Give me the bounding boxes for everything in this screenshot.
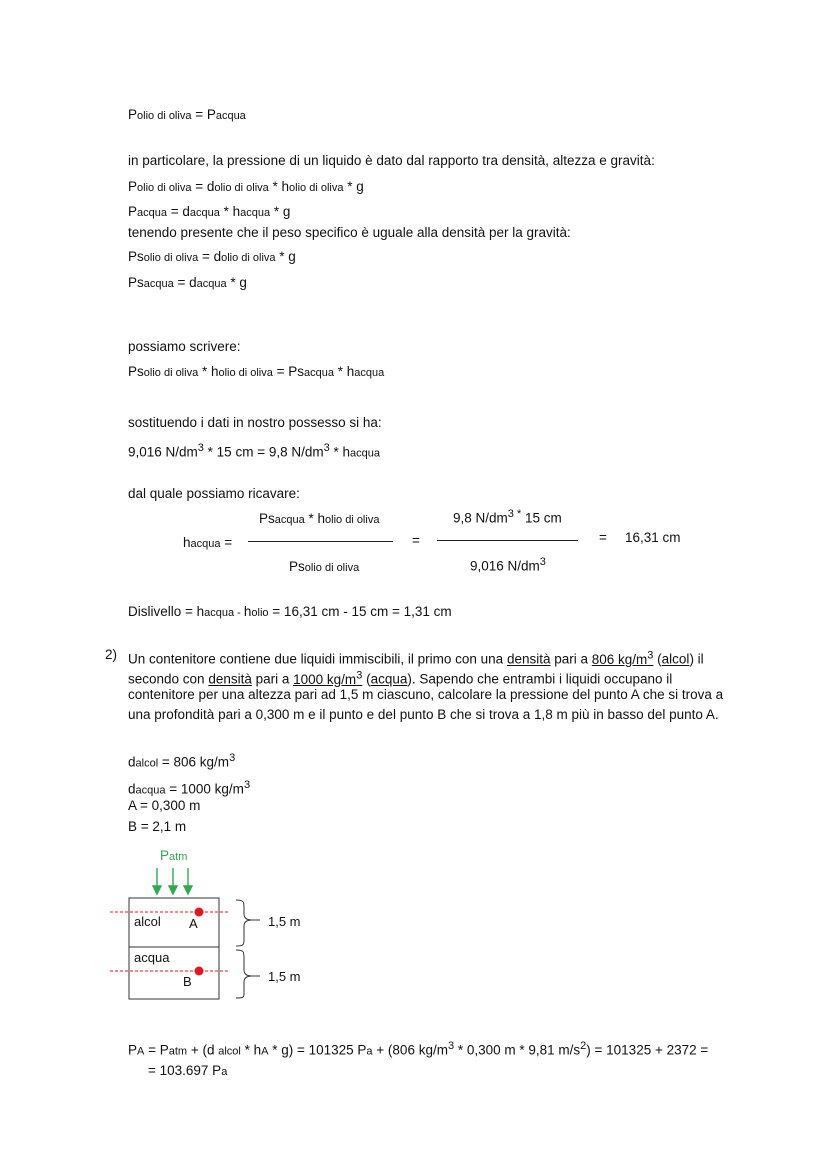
problem-text: Un contenitore contiene due liquidi immiscibili, il primo con una [128, 651, 507, 667]
eq-text: d [128, 754, 136, 770]
point-b-label: B [183, 974, 192, 989]
eq-text: * h [219, 204, 241, 219]
fraction-equals-2: = [599, 530, 607, 545]
equation-oil-specific-weight [128, 248, 296, 267]
brace-top-icon [236, 900, 252, 946]
eq-sub: acqua [190, 538, 221, 550]
eq-text: 9,8 N/dm [453, 510, 508, 526]
note-text: tenendo presente che il peso specifico è uguale alla densità per la gravità: [128, 225, 571, 240]
eq-text: = d [167, 204, 190, 219]
eq-sub: atm [169, 851, 188, 863]
eq-sup: 3 [197, 442, 204, 454]
eq-text: h [183, 535, 191, 550]
eq-text: ) = 101325 + 2372 = [586, 1042, 709, 1058]
problem-text: pari a [550, 651, 592, 667]
equation-pressure-equal [128, 106, 246, 125]
eq-text: Ps [259, 511, 275, 526]
height-label-top: 1,5 m [268, 914, 301, 929]
eq-text: * g [343, 179, 364, 194]
eq-sub: olio di oliva [137, 110, 192, 122]
eq-sub: olio di oliva [143, 367, 199, 379]
eq-sub: acqua [196, 278, 227, 290]
eq-sub: acqua [215, 110, 246, 122]
eq-sup: 3 [356, 669, 363, 681]
problem-underlined [591, 649, 654, 667]
eq-text: P [128, 179, 138, 194]
eq-sub: alcol [218, 1045, 241, 1058]
eq-text: 9,016 N/dm [470, 558, 540, 574]
problem-text: ( [653, 651, 662, 667]
eq-text: 15 cm [521, 510, 562, 526]
fraction1-numerator [259, 510, 379, 529]
eq-text: * h [268, 179, 290, 194]
problem-number: 2) [105, 647, 118, 662]
eq-sub: acqua [274, 514, 305, 526]
eq-text: * h [240, 1042, 262, 1058]
eq-sup: 3 * [507, 508, 522, 520]
eq-sub: acqua [135, 784, 166, 797]
eq-sub: olio di oliva [137, 182, 192, 194]
eq-sub: acqua [304, 367, 334, 379]
problem-text: pari a [251, 671, 294, 687]
eq-sub: olio di oliva [304, 562, 360, 574]
eq-text: * 15 cm = 9,8 N/dm [203, 444, 324, 460]
fraction-lhs [183, 534, 232, 553]
problem-underlined: densità [506, 651, 551, 667]
eq-text: + (806 kg/m [372, 1042, 448, 1058]
derive-text: dal quale possiamo ricavare: [128, 486, 300, 501]
substitution-text: sostituendo i dati in nostro possesso si ha: [128, 415, 382, 430]
problem-underlined [293, 669, 363, 687]
eq-sup: 3 [243, 779, 251, 791]
final-equation-line-2 [148, 1062, 227, 1081]
problem-underlined: acqua [370, 671, 408, 687]
eq-sub: acqua [240, 207, 271, 219]
fraction-equals-1: = [412, 533, 420, 548]
eq-text: = P [144, 1042, 169, 1058]
eq-text: d [128, 781, 136, 797]
eq-text: * g [226, 275, 247, 290]
intro-text: in particolare, la pressione di un liquido è dato dal rapporto tra densità, altezza e gravità: [128, 153, 655, 168]
eq-sub: olio di oliva [214, 182, 269, 194]
arrow-head-icon [153, 886, 161, 894]
eq-text: Ps [128, 249, 144, 264]
eq-sub: acqua [354, 367, 385, 379]
eq-text: * 0,300 m * 9,81 m/s [454, 1042, 581, 1058]
problem-text: ). Sapendo che entrambi i liquidi occupano il [407, 671, 673, 687]
eq-sub: acqua - [204, 607, 244, 619]
eq-sup: 3 [323, 442, 330, 454]
fraction1-bar [248, 541, 393, 542]
eq-sup: 3 [229, 752, 236, 764]
eq-text: + (d [187, 1042, 219, 1058]
equation-balance [128, 363, 384, 382]
eq-text: * h [329, 444, 350, 460]
eq-sub: alcol [135, 757, 159, 770]
eq-text: P [128, 1042, 138, 1058]
eq-sub: acqua [189, 207, 220, 219]
eq-sub: a [221, 1066, 228, 1078]
eq-text: = 806 kg/m [158, 754, 230, 770]
fraction2-bar [437, 540, 578, 541]
eq-text: = 16,31 cm - 15 cm = 1,31 cm [268, 604, 452, 619]
eq-text: Ps [289, 559, 305, 574]
point-b-marker [195, 967, 204, 976]
arrow-head-icon [184, 886, 192, 894]
eq-text: P [160, 848, 170, 863]
eq-text: P [128, 107, 138, 122]
eq-text: * g [275, 249, 296, 264]
eq-sub: olio di oliva [143, 252, 199, 264]
eq-sub: acqua [350, 447, 380, 460]
arrow-head-icon [169, 886, 177, 894]
eq-text: * h [304, 511, 326, 526]
alcol-label: alcol [134, 914, 161, 929]
eq-sup: 2 [580, 1040, 587, 1052]
height-label-bottom: 1,5 m [268, 969, 301, 984]
eq-text: * h [198, 364, 219, 379]
eq-text: = P [191, 107, 216, 122]
eq-text: Ps [128, 275, 144, 290]
fraction2-denominator [470, 553, 546, 576]
eq-text: = Ps [272, 364, 305, 379]
eq-text: P [128, 204, 138, 219]
eq-sup: 3 [539, 556, 546, 568]
problem-line-3: contenitore per una altezza pari ad 1,5 m ciascuno, calcolare la pressione del punto A che si trova a [128, 687, 724, 702]
problem-text: 806 kg/m [591, 651, 648, 667]
eq-sub: olio di oliva [325, 514, 380, 526]
acqua-label: acqua [134, 950, 170, 965]
problem-text: secondo con [128, 671, 209, 687]
fraction1-denominator [289, 558, 359, 577]
fraction-result: 16,31 cm [625, 530, 681, 545]
data-depth-a: A = 0,300 m [128, 798, 201, 813]
problem-line-4: una profondità pari a 0,300 m e il punto e del punto B che si trova a 1,8 m più in basso del punto A. [128, 707, 719, 722]
eq-text: = [220, 535, 233, 550]
eq-sub: olio [251, 607, 269, 619]
problem-underlined: densità [208, 671, 252, 687]
eq-text: 9,016 N/dm [128, 444, 198, 460]
eq-text: Dislivello = h [128, 604, 205, 619]
problem-underlined: alcol [661, 651, 690, 667]
eq-text: * g [270, 204, 291, 219]
equation-water-pressure [128, 203, 290, 222]
problem-text: ( [362, 671, 371, 687]
eq-sub: olio di oliva [289, 182, 344, 194]
pressure-arrows [153, 868, 192, 894]
eq-sub: a [366, 1045, 373, 1058]
eq-text: * h [334, 364, 355, 379]
eq-text: = 1000 kg/m [165, 781, 244, 797]
eq-sub: acqua [137, 207, 167, 219]
eq-text: = d [191, 179, 215, 194]
eq-text: = d [198, 249, 222, 264]
problem-text: ) il [689, 651, 704, 667]
equation-water-specific-weight [128, 274, 247, 293]
eq-sub: A [137, 1045, 145, 1058]
eq-text: h [243, 604, 252, 619]
eq-text: Ps [128, 364, 144, 379]
eq-sub: acqua [143, 278, 174, 290]
point-a-label: A [189, 916, 198, 931]
eq-sub: atm [168, 1045, 188, 1058]
equation-substituted [128, 439, 380, 463]
write-text: possiamo scrivere: [128, 339, 241, 354]
eq-text: = d [173, 275, 197, 290]
data-density-alcol [128, 749, 235, 773]
data-density-acqua [128, 776, 250, 800]
eq-sup: 3 [447, 1040, 455, 1052]
eq-sub: olio di oliva [221, 252, 276, 264]
eq-text: * g) = 101325 P [268, 1042, 367, 1058]
eq-text: = 103.697 P [148, 1063, 222, 1078]
brace-bottom-icon [236, 950, 252, 998]
problem-text: 1000 kg/m [293, 671, 357, 687]
eq-sup: 3 [647, 649, 654, 661]
data-depth-b: B = 2,1 m [128, 819, 187, 834]
eq-sub: A [261, 1045, 269, 1058]
final-equation-line-1 [128, 1037, 708, 1061]
eq-sub: olio di oliva [218, 367, 273, 379]
fraction2-numerator [453, 505, 562, 528]
patm-label [160, 847, 187, 866]
container-drawing [110, 866, 350, 1006]
equation-oil-pressure [128, 178, 364, 197]
dislivello-line [128, 603, 452, 622]
